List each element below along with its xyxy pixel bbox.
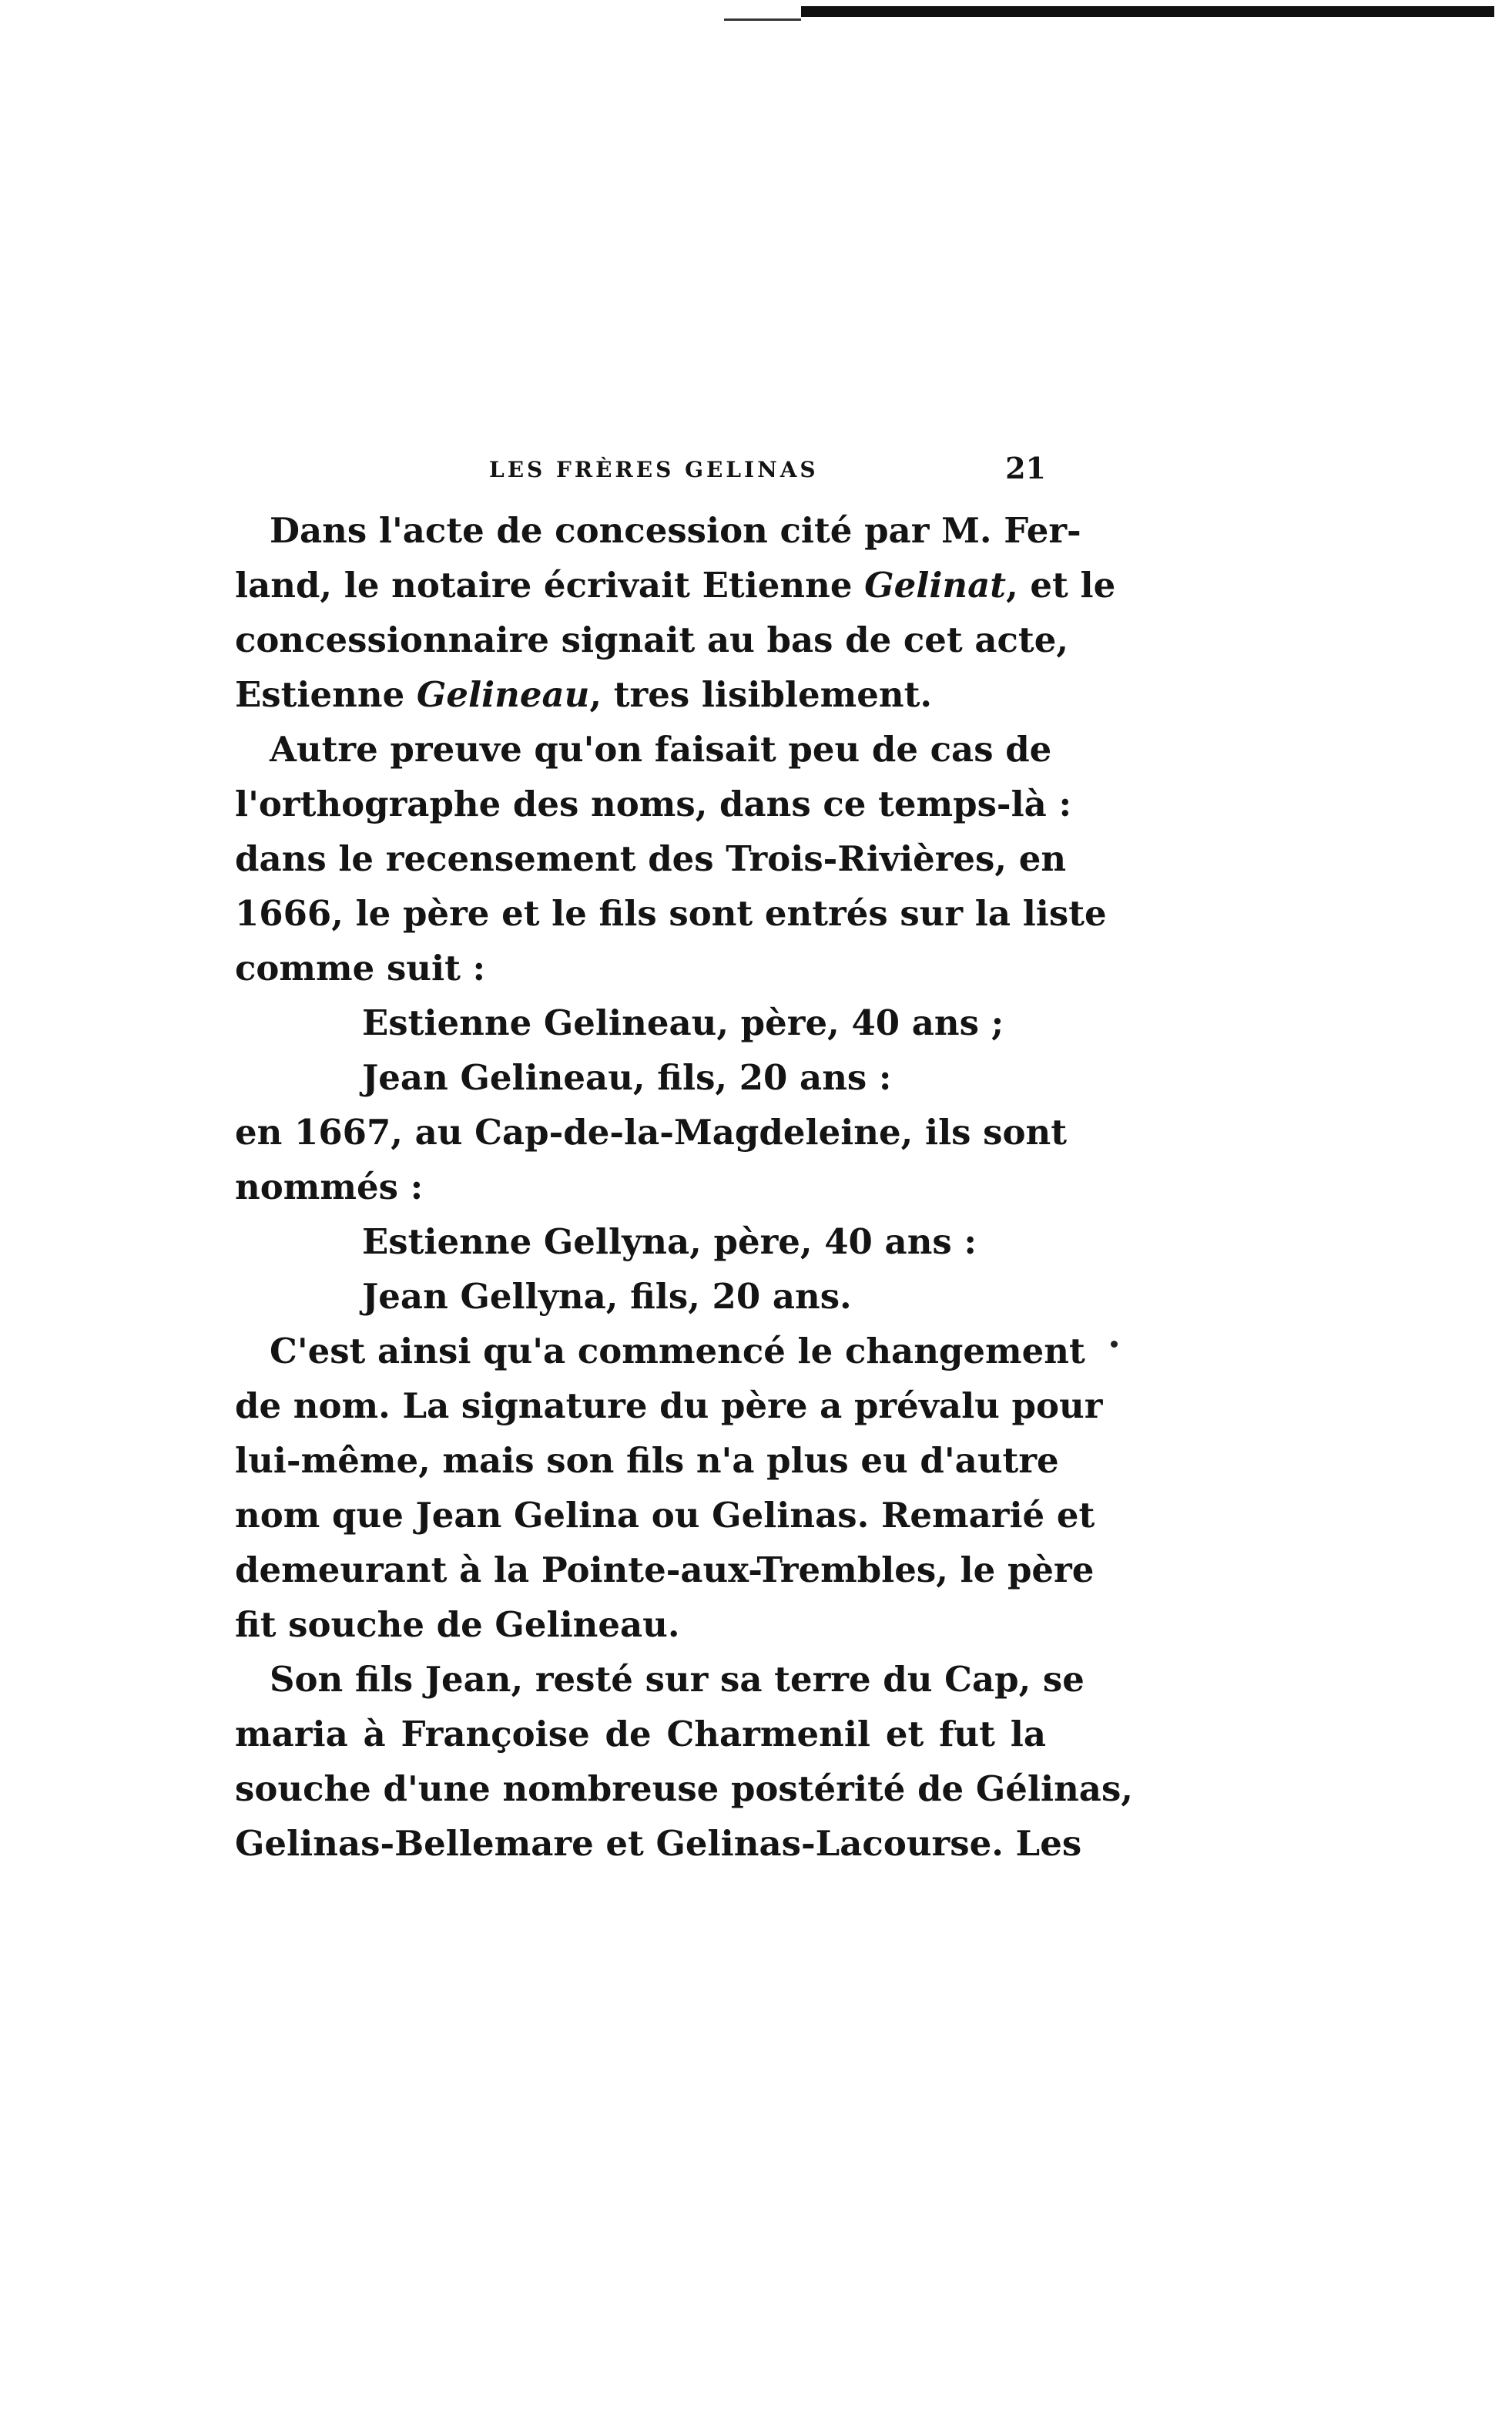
text-line: en 1667, au Cap-de-la-Magdeleine, ils sont [235, 1112, 1068, 1153]
italic-name: Gelineau [416, 674, 590, 715]
text-line [235, 558, 1116, 613]
book-page [235, 443, 1133, 1871]
text-line: demeurant à la Pointe-aux-Trembles, le père [235, 1549, 1095, 1590]
italic-name: Gelinat [864, 565, 1007, 606]
census-list-1666 [235, 995, 1046, 1105]
text-line: Gelinas-Bellemare et Gelinas-Lacourse. Les [235, 1823, 1082, 1864]
paragraph-5 [235, 1652, 1133, 1871]
text-run: Estienne [235, 674, 417, 715]
list-item: Jean Gellyna, fils, 20 ans. [362, 1276, 852, 1317]
text-run: land, le notaire écrivait Etienne [235, 565, 865, 606]
margin-speck [1111, 1341, 1118, 1348]
text-line: Dans l'acte de concession cité par M. Fer- [270, 510, 1081, 551]
text-line: nommés : [235, 1167, 424, 1207]
text-line: dans le recensement des Trois-Rivières, en [235, 838, 1067, 879]
running-title: LES FRÈRES GELINAS [489, 457, 819, 482]
text-run: , tres lisiblement. [589, 674, 933, 715]
text-line: lui-même, mais son fils n'a plus eu d'autre [235, 1440, 1059, 1481]
census-list-1667 [235, 1214, 1046, 1324]
top-edge-rule [801, 6, 1494, 17]
list-item: Jean Gelineau, fils, 20 ans : [362, 1057, 892, 1098]
text-line: concessionnaire signait au bas de cet acte, [235, 619, 1068, 660]
paragraph-4 [235, 1324, 1103, 1652]
list-item: Estienne Gelineau, père, 40 ans ; [362, 1002, 1004, 1043]
running-head [235, 443, 1046, 489]
paragraph-1 [235, 503, 1116, 722]
paragraph-2 [235, 722, 1107, 995]
text-run: , et le [1006, 565, 1116, 606]
text-line: souche d'une nombreuse postérité de Gélinas, [235, 1768, 1133, 1809]
list-item: Estienne Gellyna, père, 40 ans : [362, 1221, 977, 1262]
text-line: comme suit : [235, 948, 486, 989]
paragraph-3 [235, 1105, 1068, 1214]
text-line: C'est ainsi qu'a commencé le changement [270, 1331, 1085, 1371]
page-text [235, 503, 1133, 1871]
text-line: Son fils Jean, resté sur sa terre du Cap, se [270, 1659, 1085, 1700]
text-line: fit souche de Gelineau. [235, 1604, 680, 1645]
text-line: maria à Françoise de Charmenil et fut la [235, 1714, 1046, 1754]
text-line: nom que Jean Gelina ou Gelinas. Remarié et [235, 1495, 1095, 1536]
text-line: Autre preuve qu'on faisait peu de cas de [270, 729, 1052, 770]
text-line [235, 667, 1046, 722]
page-number: 21 [1005, 451, 1046, 485]
text-line: 1666, le père et le fils sont entrés sur la liste [235, 893, 1107, 934]
top-edge-mark [724, 18, 801, 21]
text-line: de nom. La signature du père a prévalu pour [235, 1385, 1103, 1426]
text-line: l'orthographe des noms, dans ce temps-là : [235, 784, 1072, 824]
